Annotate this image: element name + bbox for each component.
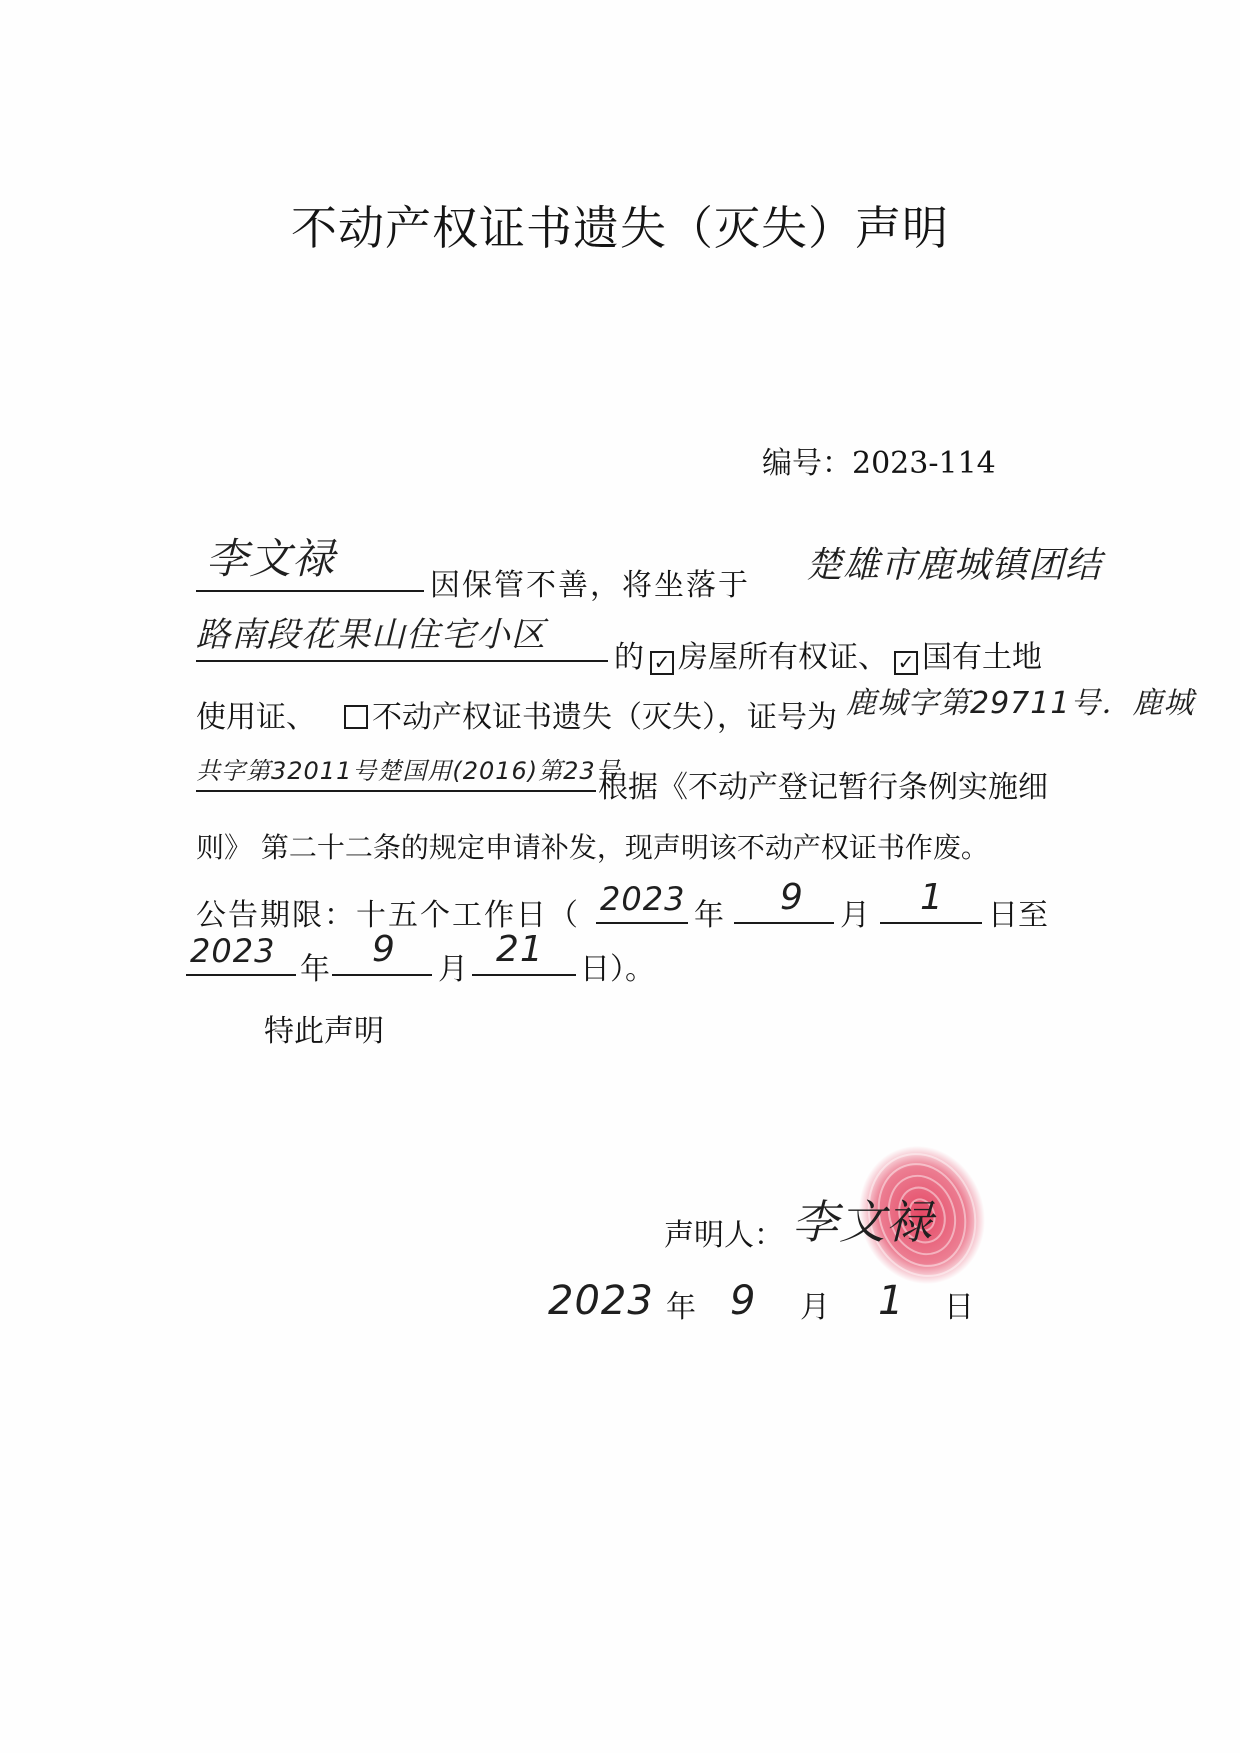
declarant-name-handwriting: 李文禄 [206,534,336,583]
sign-day-label: 日 [944,1290,974,1325]
cert-number-handwriting-part2: 共字第32011号楚国用(2016)第23号 [196,757,621,785]
sign-day-handwriting: 1 [878,1278,905,1324]
sign-year-handwriting: 2023 [548,1278,654,1324]
serial-number: 编号：2023-114 [762,446,996,481]
end-year-handwriting: 2023 [190,932,276,970]
land-cert-label-a: 国有土地 [922,640,1042,675]
cert-number-field-part1 [846,682,1195,726]
bdc-cert-checkbox [344,705,368,729]
document-title: 不动产权证书遗失（灭失）声明 [291,201,949,255]
start-month-handwriting: 9 [780,877,804,918]
declarant-name-field [196,534,424,592]
land-cert-label-b: 使用证、 [196,700,316,735]
location-handwriting-part2: 路南段花果山住宅小区 [196,615,546,655]
start-year-handwriting: 2023 [600,880,686,918]
end-year-field [186,930,296,976]
cert-number-field-part2 [196,748,621,792]
land-cert-check: ✓ [897,650,915,674]
house-cert-checkbox [650,651,674,675]
line4-text: 根据《不动产登记暂行条例实施细 [598,770,1048,805]
line2-text [614,632,1042,676]
start-month-field [734,878,834,924]
start-year-label: 年 [694,898,724,933]
location-handwriting-part1: 楚雄市鹿城镇团结 [806,545,1103,586]
house-cert-label: 房屋所有权证、 [678,640,888,675]
line6-text: 公告期限：十五个工作日（ [196,898,580,933]
location-field-part1 [806,545,1106,592]
start-day-field [880,878,982,924]
end-month-field [332,930,432,976]
signature-label: 声明人： [664,1218,784,1253]
end-day-field [472,930,576,976]
bdc-cert-label: 不动产权证书遗失（灭失），证号为 [372,700,837,735]
sign-month-label: 月 [800,1290,830,1325]
start-month-label: 月 [840,898,870,933]
sign-month-handwriting: 9 [730,1278,757,1324]
line3-text [196,692,837,736]
end-month-label: 月 [438,952,468,987]
line5-text: 则》 第二十二条的规定申请补发，现声明该不动产权证书作废。 [196,831,989,864]
house-cert-check: ✓ [653,650,671,674]
end-day-label: 日）。 [580,952,655,987]
line2-de: 的 [614,640,644,675]
signature-handwriting: 李文禄 [792,1195,933,1249]
start-to-label: 日至 [988,898,1048,933]
end-year-label: 年 [300,952,330,987]
end-day-handwriting: 21 [496,929,544,970]
location-field-part2 [196,615,608,662]
start-day-handwriting: 1 [920,877,944,918]
cert-number-handwriting-part1: 鹿城字第29711号．鹿城 [846,686,1195,721]
start-year-field [596,878,688,924]
sign-year-label: 年 [666,1290,696,1325]
land-cert-checkbox [894,651,918,675]
end-month-handwriting: 9 [372,929,396,970]
declaration-closing: 特此声明 [264,1014,384,1049]
line1-text: 因保管不善，将坐落于 [430,568,750,603]
